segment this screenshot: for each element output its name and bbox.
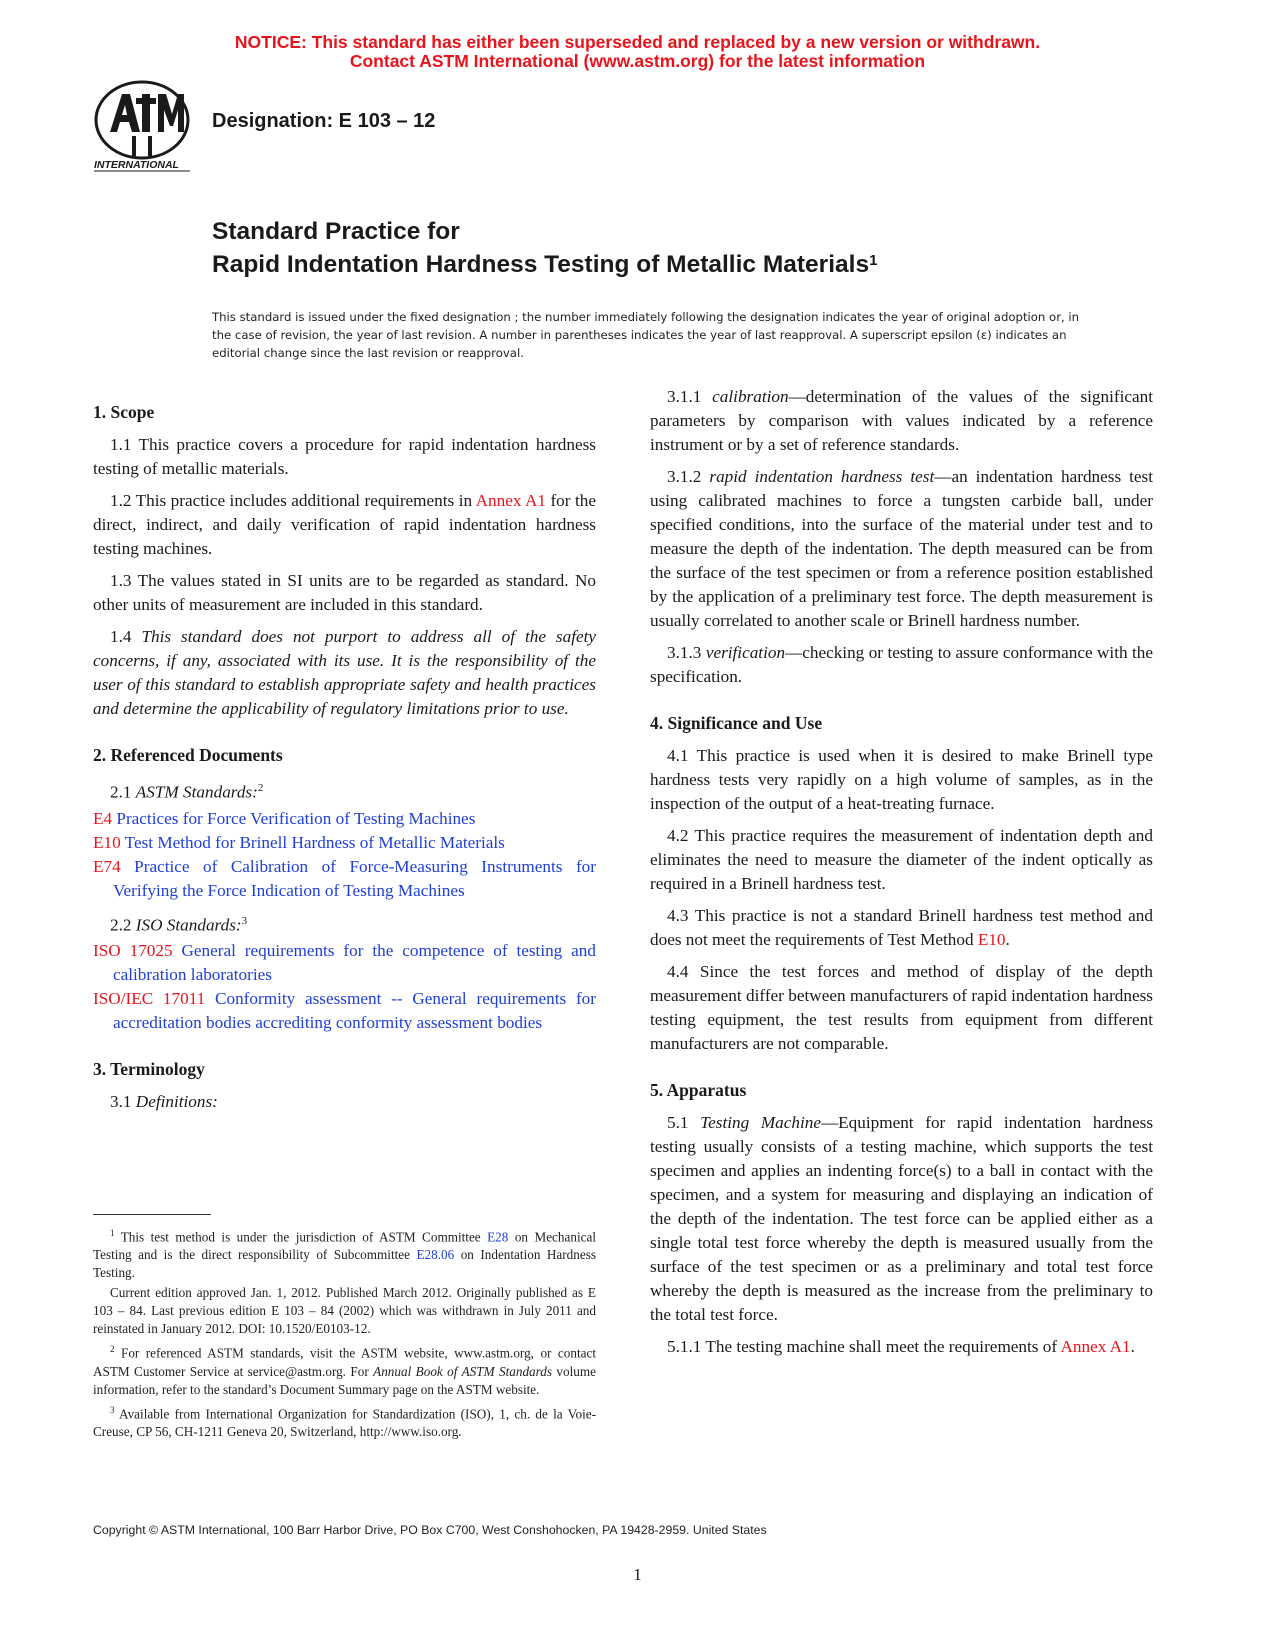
para-1-3: 1.3 The values stated in SI units are to be regarded as standard. No other units of measurement are included in this standard.	[93, 571, 596, 614]
document-title	[212, 215, 877, 281]
para-4-1: 4.1 This practice is used when it is desired to make Brinell type hardness tests very rapidly on a high volume of samples, as in the inspection of the output of a heat-treating furnace.	[650, 746, 1153, 813]
title-line-2: Rapid Indentation Hardness Testing of Metallic Materials$^1$	[212, 251, 878, 278]
astm-logo	[92, 80, 192, 172]
ref-e74[interactable]: E74 Practice of Calibration of Force-Measuring Instruments for Verifying the Force Indication of Testing Machines	[93, 856, 596, 900]
ref-iso-iec-17011[interactable]: ISO/IEC 17011 Conformity assessment -- General requirements for accreditation bodies accrediting conformity assessment bodies	[93, 989, 596, 1033]
copyright: Copyright © ASTM International, 100 Barr Harbor Drive, PO Box C700, West Conshohocken, PA 19428-2959. United States	[93, 1523, 767, 1537]
def-3-1-3: 3.1.3 verification—checking or testing to assure conformance with the specification.	[650, 643, 1154, 686]
para-1-4: 1.4 This standard does not purport to address all of the safety concerns, if any, associated with its use. It is the responsibility of the user of this standard to establish appropriate safety and health practices and determine the applicability of regulatory limitations prior to use.	[93, 627, 597, 718]
refdocs-heading: 2. Referenced Documents	[93, 745, 283, 765]
footnote-2: $^2$ For referenced ASTM standards, visit the ASTM website, www.astm.org, or contact ASTM Customer Service at service@astm.org. For Annual Book of ASTM Standards volume information, refer to the standard’s Document Summary page on the ASTM website.	[93, 1344, 596, 1397]
footnote-3: $^3$ Available from International Organization for Standardization (ISO), 1, ch. de la Voie-Creuse, CP 56, CH-1211 Geneva 20, Switzerland, http://www.iso.org.	[93, 1404, 596, 1440]
def-3-1-2: 3.1.2 rapid indentation hardness test—an indentation hardness test using calibrated machines to force a tungsten carbide ball, under specified conditions, into the surface of the material under test and to measure the depth of the indentation. The depth measured can be from the surface of the test specimen or from a reference position established by the application of a preliminary test force. The depth measurement is usually correlated to another scale or Brinell hardness number.	[650, 467, 1154, 630]
scope-heading: 1. Scope	[93, 402, 155, 422]
para-1-1: 1.1 This practice covers a procedure for rapid indentation hardness testing of metallic materials.	[93, 435, 596, 478]
issued-note: This standard is issued under the fixed designation ; the number immediately following the designation indicates the year of original adoption or, in the case of revision, the year of last revision. A number in parentheses indicates the year of last reapproval. A superscript epsilon (ε) indicates an editorial change since the last revision or reapproval.	[212, 310, 1080, 360]
ref-e4[interactable]: E4 Practices for Force Verification of Testing Machines	[93, 808, 476, 828]
def-3-1-1: 3.1.1 calibration—determination of the values of the significant parameters by comparison with values indicated by a reference instrument or by a set of reference standards.	[650, 387, 1154, 454]
ref-iso-17025[interactable]: ISO 17025 General requirements for the competence of testing and calibration laboratories	[93, 941, 596, 985]
annex-a1-link[interactable]: Annex A1	[475, 491, 546, 510]
para-4-2: 4.2 This practice requires the measurement of indentation depth and eliminates the need to measure the diameter of the indent optically as required in a Brinell hardness test.	[650, 826, 1153, 893]
astm-standards-label: 2.1 ASTM Standards:$^2$	[110, 782, 264, 802]
e28-link[interactable]: E28	[487, 1229, 509, 1245]
iso-standards-label: 2.2 ISO Standards:$^3$	[110, 914, 248, 935]
title-line-1: Standard Practice for	[212, 218, 460, 245]
footnotes	[93, 1224, 596, 1443]
para-5-1-1: 5.1.1 The testing machine shall meet the requirements of Annex A1.	[667, 1337, 1135, 1356]
significance-heading: 4. Significance and Use	[650, 713, 823, 733]
para-4-3: 4.3 This practice is not a standard Brinell hardness test method and does not meet the requirements of Test Method E10.	[650, 906, 1153, 949]
logo-international-text: INTERNATIONAL	[94, 159, 179, 171]
para-5-1: 5.1 Testing Machine—Equipment for rapid indentation hardness testing usually consists of a testing machine, which supports the test specimen and applies an indenting force(s) to a ball in contact with the specimen, and a system for measuring and displaying an indication of the depth of the indentation. The test force can be applied either as a single total test force whereby the depth is measured usually from the surface of the test specimen or as a preliminary and total test force whereby the depth is measured as the increase from the preliminary to the total test force.	[650, 1113, 1154, 1324]
annex-a1-link-2[interactable]: Annex A1	[1060, 1337, 1131, 1356]
footnote-1: $^1$ This test method is under the jurisdiction of ASTM Committee E28 on Mechanical Testing and is the direct responsibility of Subcommittee E28.06 on Indentation Hardness Testing.	[93, 1228, 596, 1281]
para-1-2: 1.2 This practice includes additional requirements in Annex A1 for the direct, indirect, and daily verification of rapid indentation hardness testing machines.	[93, 491, 596, 558]
left-column	[93, 400, 596, 1122]
designation: Designation: E 103 – 12	[212, 110, 436, 132]
para-4-4: 4.4 Since the test forces and method of display of the depth measurement differ between manufacturers of rapid indentation hardness testing equipment, the test results from equipment from different manufacturers are not comparable.	[650, 962, 1153, 1053]
footnote-rule	[93, 1214, 211, 1215]
notice-line-2: Contact ASTM International (www.astm.org) for the latest information	[349, 51, 926, 71]
terminology-heading: 3. Terminology	[93, 1059, 205, 1080]
notice-line-1: NOTICE: This standard has either been superseded and replaced by a new version or withdrawn.	[234, 32, 1041, 52]
definitions-label: 3.1 Definitions:	[110, 1092, 218, 1112]
title-footnote-mark: 1	[869, 252, 878, 269]
apparatus-heading: 5. Apparatus	[650, 1080, 747, 1100]
notice-banner	[0, 33, 1275, 71]
right-column	[650, 385, 1153, 1367]
e10-link[interactable]: E10	[977, 930, 1006, 949]
e28-06-link[interactable]: E28.06	[416, 1247, 455, 1263]
page-number: 1	[633, 1565, 642, 1584]
ref-e10[interactable]: E10 Test Method for Brinell Hardness of Metallic Materials	[93, 832, 505, 852]
footnote-1-edition: Current edition approved Jan. 1, 2012. Published March 2012. Originally published as E 103 – 84. Last previous edition E 103 – 84 (2002) which was withdrawn in July 2011 and reinstated in January 2012. DOI: 10.1520/E0103-12.	[93, 1285, 596, 1337]
